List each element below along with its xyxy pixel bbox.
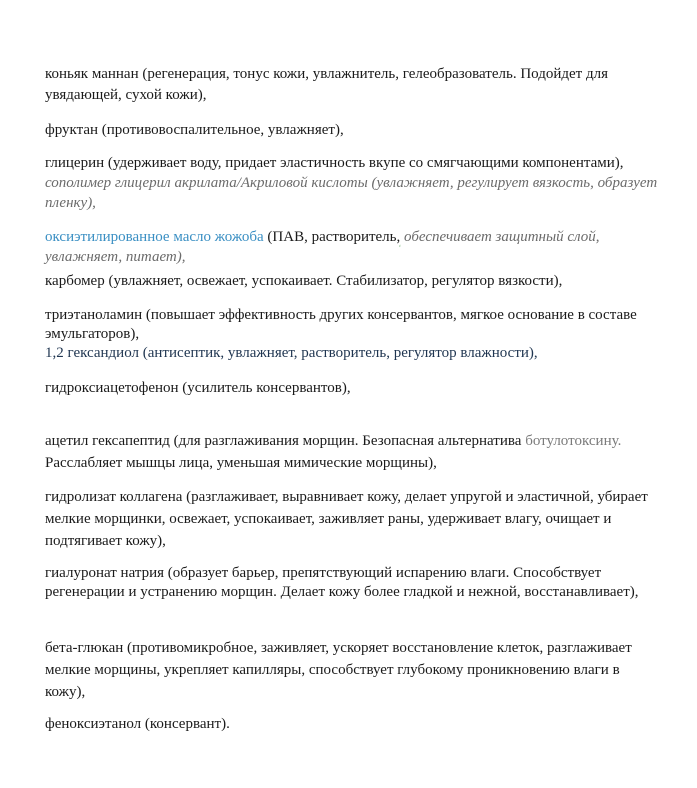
jojoba-text: (ПАВ, растворитель (263, 229, 397, 245)
jojoba-italic: обеспечивает защитный слой, увлажняет, питает), (45, 229, 600, 265)
glyceryl-acrylate-text: сополимер глицерил акрилата/Акриловой кислоты (увлажняет, регулирует вязкость, образует пленку), (45, 175, 658, 211)
paragraph-carbomer: карбомер (увлажняет, освежает, успокаивает. Стабилизатор, регулятор вязкости), (45, 273, 563, 289)
paragraph-beta-glucan: бета-глюкан (противомикробное, заживляет, ускоряет восстановление клеток, разглаживает мелкие морщины, укрепляет капилляры, способствует глубокому проникновению влаги в кожу), (45, 640, 632, 700)
paragraph-phenoxyethanol: феноксиэтанол (консервант). (45, 716, 230, 732)
paragraph-fructan: фруктан (противовоспалительное, увлажняет), (45, 122, 344, 138)
paragraph-acetyl-hexapeptide (45, 430, 675, 474)
jojoba-name: оксиэтилированное масло жожоба (45, 229, 264, 245)
paragraph-hyaluronate: гиалуронат натрия (образует барьер, препятствующий испарению влаги. Способствует регенерации и устранению морщин. Делает кожу более гладкой и нежной, восстанавливает), (45, 565, 639, 600)
glycerin-text: глицерин (удерживает воду, придает эластичность вкупе со смягчающими компонентами), (45, 155, 624, 171)
paragraph-glycerin (45, 153, 675, 213)
hexapeptide-tail: Расслабляет мышцы лица, уменьшая мимические морщины), (45, 455, 437, 471)
paragraph-konjac-mannan: коньяк маннан (регенерация, тонус кожи, увлажнитель, гелеобразователь. Подойдет для увядающей, сухой кожи), (45, 66, 608, 103)
jojoba-comma: , (396, 229, 401, 245)
paragraph-collagen: гидролизат коллагена (разглаживает, выравнивает кожу, делает упругой и эластичной, убирает мелкие морщинки, освежает, успокаивает, заживляет раны, удерживает влагу, очищает и подтягивает кожу), (45, 489, 648, 549)
paragraph-hydroxyacetophenone: гидроксиацетофенон (усилитель консервантов), (45, 380, 351, 396)
botulinum-text: ботулотоксину. (525, 433, 622, 449)
paragraph-triethanolamine (45, 306, 675, 363)
paragraph-jojoba (45, 227, 675, 267)
triethanolamine-text: триэтаноламин (повышает эффективность других консервантов, мягкое основание в составе эмульгаторов), (45, 307, 637, 342)
hexanediol-text: 1,2 гександиол (антисептик, увлажняет, растворитель, регулятор влажности), (45, 345, 538, 361)
hexapeptide-text: ацетил гексапептид (для разглаживания морщин. Безопасная альтернатива (45, 433, 526, 449)
